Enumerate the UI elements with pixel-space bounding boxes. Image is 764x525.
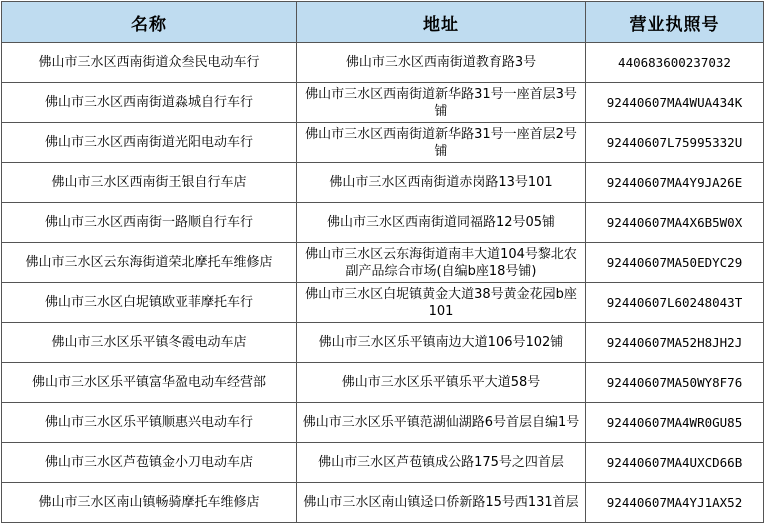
table-row	[2, 403, 764, 443]
cell-license: 92440607MA4X6B5W0X	[586, 203, 764, 243]
cell-name: 佛山市三水区西南街道淼城自行车行	[2, 83, 297, 123]
cell-name: 佛山市三水区乐平镇顺惠兴电动车行	[2, 403, 297, 443]
cell-address: 佛山市三水区西南街道赤岗路13号101	[297, 163, 586, 203]
cell-name: 佛山市三水区乐平镇富华盈电动车经营部	[2, 363, 297, 403]
cell-name: 佛山市三水区西南街道众叁民电动车行	[2, 43, 297, 83]
header-name: 名称	[2, 2, 297, 43]
cell-address: 佛山市三水区云东海街道南丰大道104号黎北农副产品综合市场(自编b座18号铺)	[297, 243, 586, 283]
cell-license: 440683600237032	[586, 43, 764, 83]
table-body	[2, 43, 764, 523]
cell-license: 92440607MA4YJ1AX52	[586, 483, 764, 523]
table-row	[2, 203, 764, 243]
business-table	[1, 1, 764, 523]
table-row	[2, 283, 764, 323]
cell-license: 92440607MA50EDYC29	[586, 243, 764, 283]
table-row	[2, 123, 764, 163]
cell-license: 92440607MA50WY8F76	[586, 363, 764, 403]
cell-name: 佛山市三水区云东海街道荣北摩托车维修店	[2, 243, 297, 283]
cell-name: 佛山市三水区芦苞镇金小刀电动车店	[2, 443, 297, 483]
cell-name: 佛山市三水区乐平镇冬霞电动车店	[2, 323, 297, 363]
table-row	[2, 83, 764, 123]
cell-address: 佛山市三水区乐平镇范湖仙湖路6号首层自编1号	[297, 403, 586, 443]
header-address: 地址	[297, 2, 586, 43]
table-row	[2, 363, 764, 403]
cell-address: 佛山市三水区西南街道新华路31号一座首层2号铺	[297, 123, 586, 163]
cell-name: 佛山市三水区西南街一路顺自行车行	[2, 203, 297, 243]
cell-license: 92440607L60248043T	[586, 283, 764, 323]
cell-license: 92440607MA4UXCD66B	[586, 443, 764, 483]
cell-address: 佛山市三水区乐平镇乐平大道58号	[297, 363, 586, 403]
cell-address: 佛山市三水区西南街道同福路12号05铺	[297, 203, 586, 243]
cell-name: 佛山市三水区白坭镇欧亚菲摩托车行	[2, 283, 297, 323]
cell-address: 佛山市三水区乐平镇南边大道106号102铺	[297, 323, 586, 363]
cell-address: 佛山市三水区西南街道教育路3号	[297, 43, 586, 83]
cell-license: 92440607L75995332U	[586, 123, 764, 163]
table-row	[2, 483, 764, 523]
table-row	[2, 43, 764, 83]
cell-address: 佛山市三水区西南街道新华路31号一座首层3号铺	[297, 83, 586, 123]
cell-license: 92440607MA4Y9JA26E	[586, 163, 764, 203]
table-row	[2, 323, 764, 363]
table-row	[2, 243, 764, 283]
cell-license: 92440607MA4WUA434K	[586, 83, 764, 123]
cell-name: 佛山市三水区西南街王银自行车店	[2, 163, 297, 203]
table-row	[2, 443, 764, 483]
cell-name: 佛山市三水区西南街道光阳电动车行	[2, 123, 297, 163]
header-row	[2, 2, 764, 43]
cell-name: 佛山市三水区南山镇畅骑摩托车维修店	[2, 483, 297, 523]
cell-address: 佛山市三水区白坭镇黄金大道38号黄金花园b座101	[297, 283, 586, 323]
cell-license: 92440607MA4WR0GU85	[586, 403, 764, 443]
cell-license: 92440607MA52H8JH2J	[586, 323, 764, 363]
cell-address: 佛山市三水区南山镇迳口侨新路15号西131首层	[297, 483, 586, 523]
table-row	[2, 163, 764, 203]
cell-address: 佛山市三水区芦苞镇成公路175号之四首层	[297, 443, 586, 483]
header-license: 营业执照号	[586, 2, 764, 43]
